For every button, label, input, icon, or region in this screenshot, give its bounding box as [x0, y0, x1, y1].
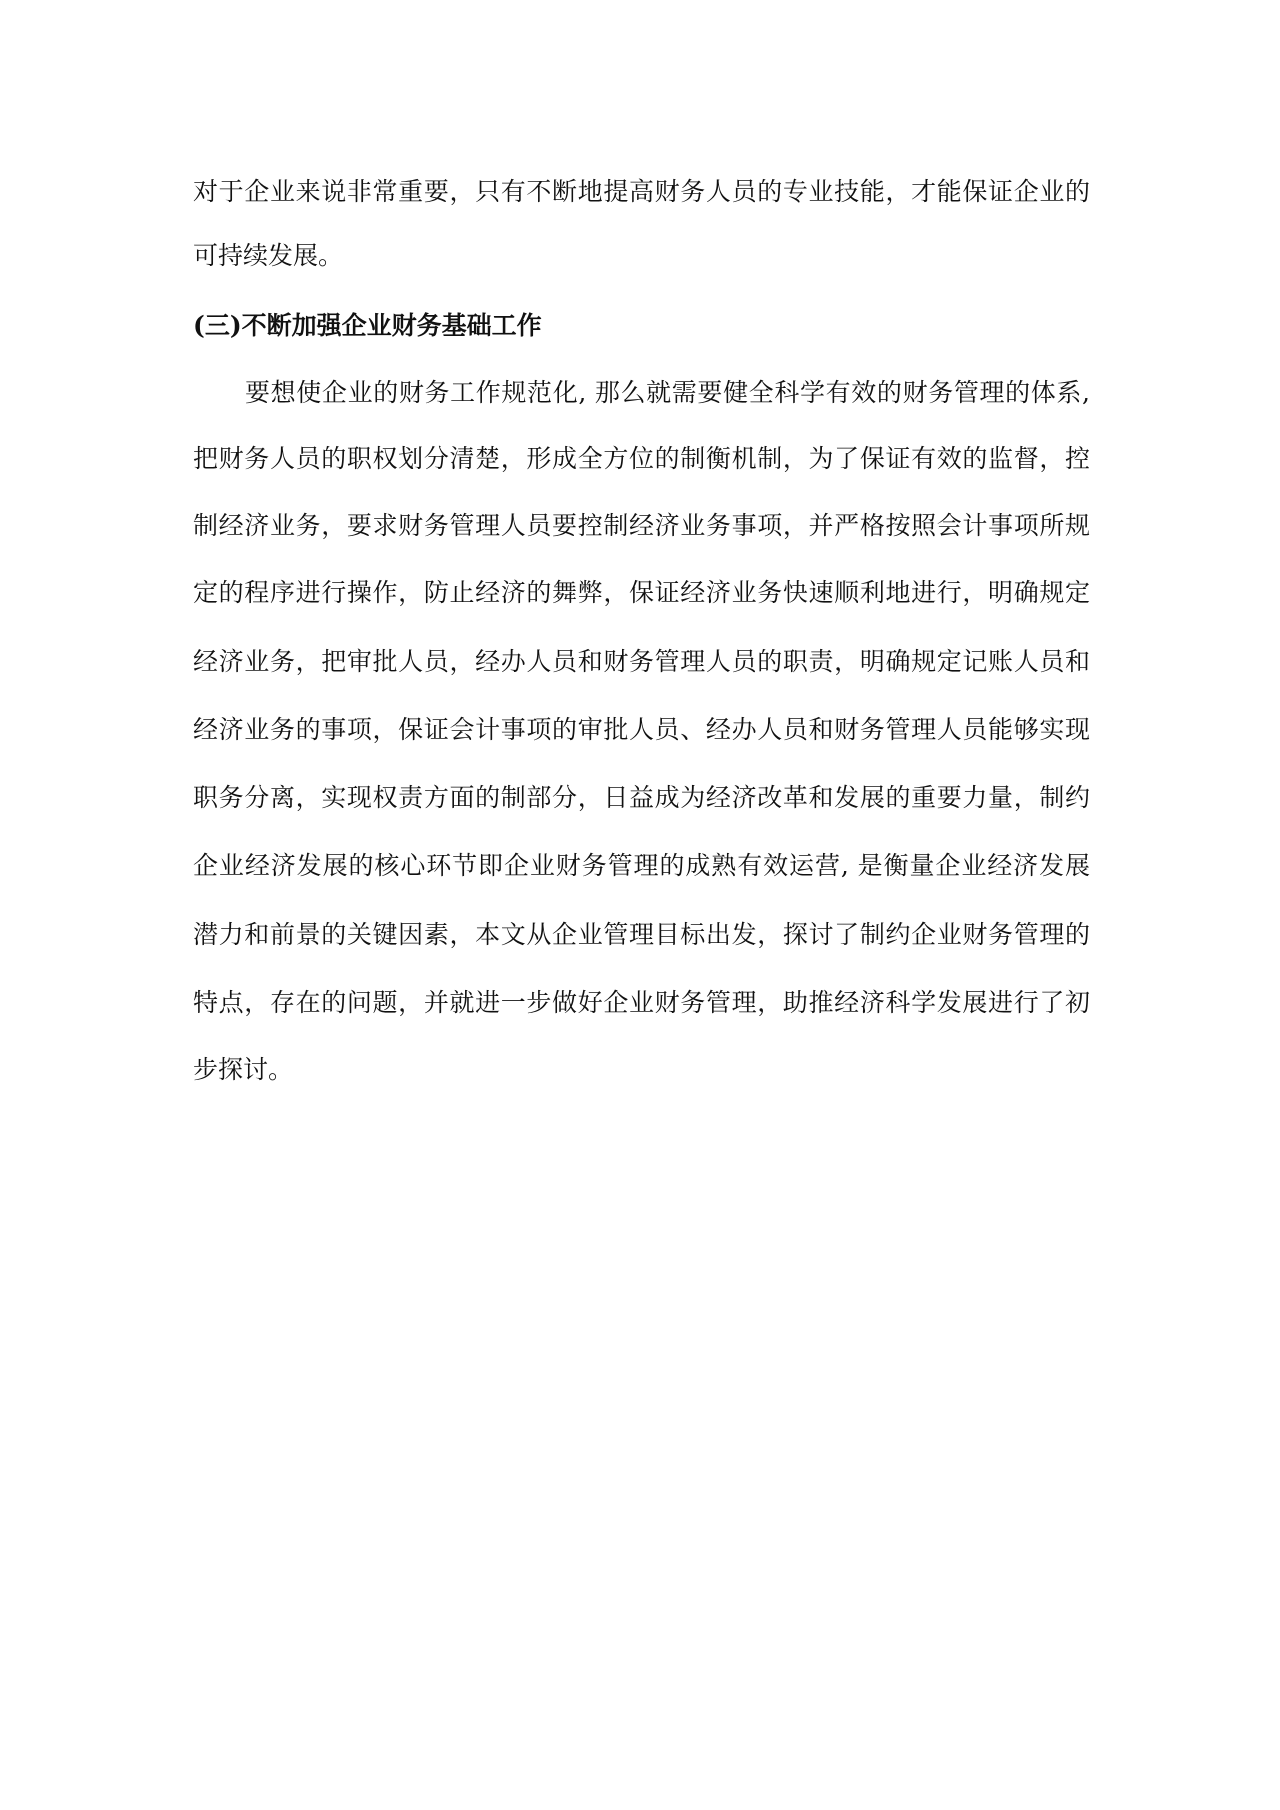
paragraph-line: 定的程序进行操作，防止经济的舞弊，保证经济业务快速顺利地进行，明确规定 [193, 578, 1090, 607]
paragraph-line: 经济业务，把审批人员，经办人员和财务管理人员的职责，明确规定记账人员和 [193, 647, 1090, 676]
paragraph-line: 要想使企业的财务工作规范化, 那么就需要健全科学有效的财务管理的体系, [245, 378, 1090, 407]
paragraph-line: 企业经济发展的核心环节即企业财务管理的成熟有效运营, 是衡量企业经济发展 [193, 851, 1090, 880]
paragraph-line: 对于企业来说非常重要，只有不断地提高财务人员的专业技能，才能保证企业的 [193, 177, 1090, 206]
paragraph-line: 可持续发展。 [193, 241, 344, 270]
paragraph-line: 把财务人员的职权划分清楚，形成全方位的制衡机制，为了保证有效的监督，控 [193, 444, 1090, 473]
paragraph-line: 潜力和前景的关键因素，本文从企业管理目标出发，探讨了制约企业财务管理的 [193, 920, 1090, 949]
paragraph-line: 步探讨。 [193, 1055, 294, 1084]
paragraph-line: 经济业务的事项，保证会计事项的审批人员、经办人员和财务管理人员能够实现 [193, 715, 1090, 744]
paragraph-line: 特点，存在的问题，并就进一步做好企业财务管理，助推经济科学发展进行了初 [193, 988, 1090, 1017]
paragraph-line: 职务分离，实现权责方面的制部分，日益成为经济改革和发展的重要力量，制约 [193, 783, 1090, 812]
paragraph-line: 制经济业务，要求财务管理人员要控制经济业务事项，并严格按照会计事项所规 [193, 511, 1090, 540]
section-heading: (三)不断加强企业财务基础工作 [193, 311, 542, 340]
